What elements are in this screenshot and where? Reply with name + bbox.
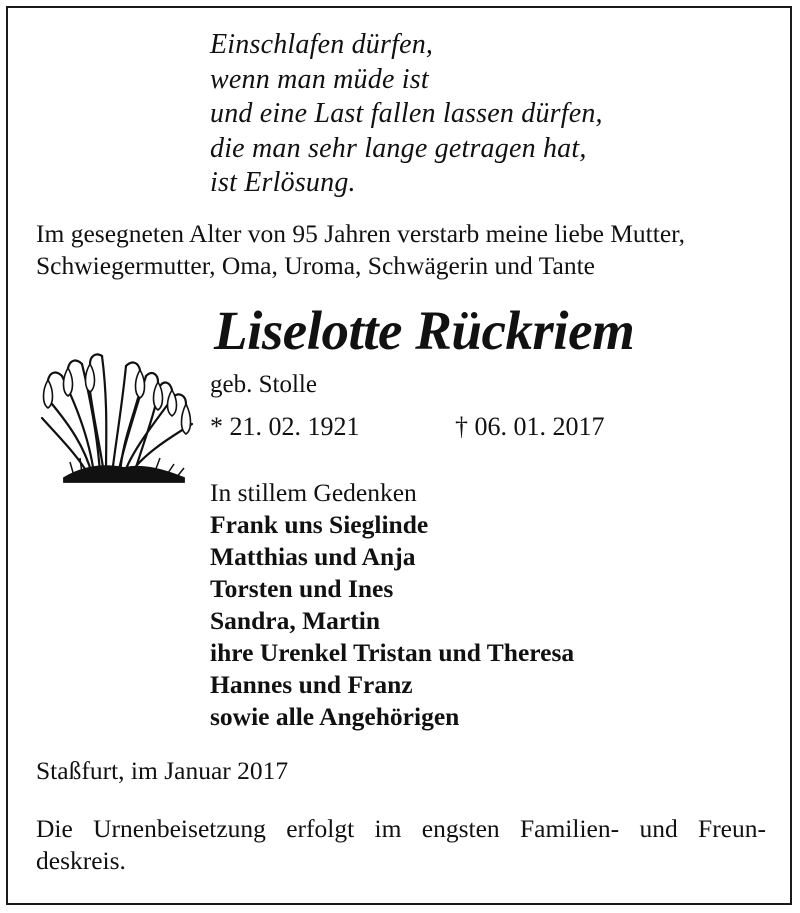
- mourner-name: Sandra, Martin: [210, 606, 381, 635]
- birth-date: * 21. 02. 1921: [210, 412, 360, 441]
- intro-line: Im gesegneten Alter von 95 Jahren verstarb meine liebe Mutter,: [36, 219, 686, 248]
- snowdrop-flowers-icon: [34, 346, 202, 486]
- intro-text: [36, 218, 685, 282]
- mourner-name: Hannes und Franz: [210, 670, 413, 699]
- mourner-name: Matthias und Anja: [210, 542, 416, 571]
- mourners-heading: In stillem Gedenken: [210, 478, 417, 507]
- mourner-name: Frank uns Sieglinde: [210, 510, 429, 539]
- burial-line: Die Urnenbeisetzung erfolgt im engsten Familien- und Freun-: [36, 814, 766, 843]
- mourner-name: sowie alle Angehörigen: [210, 702, 460, 731]
- poem-line: ist Erlösung.: [210, 167, 356, 198]
- poem-line: die man sehr lange getragen hat,: [210, 132, 587, 164]
- mourner-name: ihre Urenkel Tristan und Theresa: [210, 638, 575, 667]
- burial-line: deskreis.: [36, 846, 126, 875]
- deceased-name: Liselotte Rückriem: [214, 300, 635, 361]
- poem-line: und eine Last fallen lassen dürfen,: [210, 98, 603, 129]
- death-date: † 06. 01. 2017: [455, 412, 605, 441]
- mourner-name: Torsten und Ines: [210, 574, 394, 603]
- maiden-name: geb. Stolle: [210, 371, 317, 398]
- poem-line: Einschlafen dürfen,: [210, 29, 434, 60]
- intro-line: Schwiegermutter, Oma, Uroma, Schwägerin und Tante: [36, 251, 595, 280]
- burial-note: [36, 813, 766, 877]
- place-and-date: Staßfurt, im Januar 2017: [36, 756, 289, 785]
- poem: [210, 28, 603, 201]
- mourners-list: [210, 477, 574, 733]
- poem-line: wenn man müde ist: [210, 63, 429, 95]
